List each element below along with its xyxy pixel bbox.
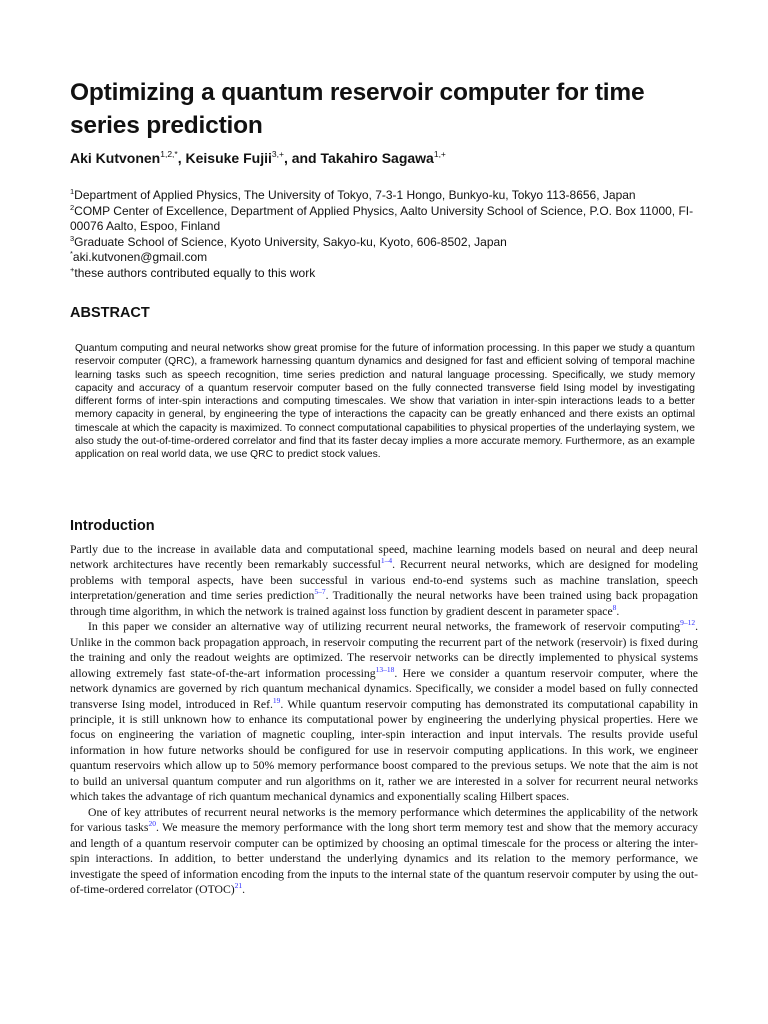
affiliation-item	[70, 266, 710, 282]
paragraph-text: . Unlike in the common back propagation approach, in reservoir computing the recurrent part of the network (reservoir) is fixed during the training and only the readout weights are optimized. The reservoir networks can be directly implemented to physical systems allowing extremely fast state-of-the-art information processing	[70, 620, 698, 680]
paragraph-text: .	[242, 882, 246, 896]
contact-email: aki.kutvonen@gmail.com	[72, 250, 208, 264]
citation-ref[interactable]: 19	[272, 695, 281, 705]
paragraph-text: . Recurrent neural networks, which are designed for modeling problems with temporal aspects, have been successful in various end-to-end systems such as machine translation, speech interpretation/generation and time series prediction	[70, 558, 698, 603]
introduction-body	[70, 542, 698, 897]
affiliation-mark: +	[70, 264, 75, 274]
affiliation-item	[70, 188, 710, 204]
affiliation-mark: 3	[70, 233, 75, 243]
paragraph	[70, 542, 698, 619]
affiliation-mark: *	[70, 249, 73, 258]
author-name: Aki Kutvonen	[70, 150, 161, 166]
affiliation-text: these authors contributed equally to this work	[74, 265, 316, 280]
paragraph-text: . Here we consider a quantum reservoir computer, where the network dynamics are governed by rich quantum mechanical dynamics. Specifically, we consider a model based on fully connected transverse Ising model, introduced in Ref.	[70, 666, 698, 711]
paragraph-text: Partly due to the increase in available data and computational speed, machine learning models based on neural and deep neural network architectures have recently been remarkably successful	[70, 543, 698, 572]
affiliation-list	[70, 188, 710, 281]
affiliation-mark: 2	[70, 202, 75, 212]
paragraph-text: In this paper we consider an alternative way of utilizing recurrent neural networks, the framework of reservoir computing	[88, 620, 681, 634]
citation-link[interactable]	[381, 556, 392, 565]
citation-link[interactable]	[148, 819, 156, 828]
affiliation-item	[70, 204, 710, 235]
affiliation-item	[70, 235, 710, 251]
paragraph-text: . We measure the memory performance with the long short term memory test and show that the memory accuracy and length of a quantum reservoir computer can be optimized by choosing an optimal timescale for the process or altering the inter-spin interactions. In addition, to better understand the underlying dynamics and its relation to the memory performance, we investigate the speed of information encoding from the inputs to the internal state of the quantum reservoir computer by using the out-of-time-ordered correlator (OTOC)	[70, 821, 698, 896]
paragraph	[70, 619, 698, 804]
author-name: Keisuke Fujii	[185, 150, 272, 166]
citation-ref[interactable]: 9–12	[680, 618, 696, 628]
author-affiliation-marks: 1,2,*	[160, 149, 178, 159]
author-separator: , and	[283, 150, 321, 166]
affiliation-item	[70, 250, 710, 266]
author-affiliation-marks: 1,+	[433, 149, 446, 159]
author-name: Takahiro Sagawa	[320, 150, 434, 166]
citation-link[interactable]	[376, 665, 395, 674]
abstract-heading: ABSTRACT	[70, 305, 150, 321]
citation-ref[interactable]: 5–7	[314, 587, 326, 597]
paper-title: Optimizing a quantum reservoir computer for time series prediction	[70, 79, 645, 139]
author-affiliation-marks: 3,+	[271, 149, 284, 159]
citation-ref[interactable]: 1–4	[380, 556, 393, 566]
paragraph-text: . While quantum reservoir computing has demonstrated its computational capability in principle, it is still unknown how to enhance its computational power by engineering the underlying physical properties. Here we focus on engineering the variation of magnetic coupling, inter-spin interaction and input intervals. The results provide useful information in how future networks should be configured for use in reservoir computing applications. In this work, we engineer quantum reservoirs which allow up to 50% memory performance boost compared to the previous setups. We note that the aim is not to build an universal quantum computer and run algorithms on it, rather we are interested in a solver for recurrent neural networks which takes the advantage of rich quantum mechanical dynamics and exponentially scaling Hilbert spaces.	[70, 697, 698, 804]
paragraph-text: One of key attributes of recurrent neural networks is the memory performance which determines the applicability of the network for various tasks	[70, 805, 698, 835]
paragraph-text: . Traditionally the neural networks have been trained using back propagation through time algorithm, in which the network is trained against loss function by gradient descent in parameter space	[70, 589, 698, 618]
citation-ref[interactable]: 13–18	[375, 664, 395, 674]
citation-link[interactable]	[314, 587, 325, 596]
paragraph-text: .	[616, 604, 620, 618]
citation-ref[interactable]: 20	[148, 819, 156, 829]
paragraph	[70, 805, 698, 898]
author-list	[70, 150, 446, 166]
affiliation-mark: 1	[70, 187, 75, 196]
section-heading-introduction: Introduction	[70, 518, 155, 534]
abstract-text: Quantum computing and neural networks show great promise for the future of information processing. In this paper we study a quantum reservoir computer (QRC), a framework harnessing quantum dynamics and designed for fast and efficient solving of temporal machine learning tasks such as speech recognition, time series prediction and natural language processing. Specifically, we study memory capacity and accuracy of a quantum reservoir computer based on the fully connected transverse field Ising model by investigating different forms of inter-spin interactions and computing timescales. We show that variation in inter-spin interactions leads to a better memory capacity in general, by engineering the type of interactions the capacity can be greatly enhanced and there exists an optimal timescale at which the capacity is maximized. To connect computational capabilities to physical properties of the underlaying system, we also study the out-of-time-ordered correlator and find that its faster decay implies a more accurate memory. Furthermore, as an example application on real world data, we use QRC to predict stock values.	[75, 343, 695, 461]
affiliation-text: COMP Center of Excellence, Department of Applied Physics, Aalto University School of Science, P.O. Box 11000, FI-00076 Aalto, Espoo, Finland	[70, 203, 694, 233]
author-separator: ,	[177, 150, 186, 166]
citation-link[interactable]	[680, 618, 695, 627]
affiliation-text: Graduate School of Science, Kyoto University, Sakyo-ku, Kyoto, 606-8502, Japan	[74, 234, 507, 249]
citation-ref[interactable]: 8	[612, 602, 617, 612]
citation-ref[interactable]: 21	[234, 880, 243, 890]
affiliation-text: Department of Applied Physics, The University of Tokyo, 7-3-1 Hongo, Bunkyo-ku, Tokyo 113-8656, Japan	[74, 188, 636, 202]
